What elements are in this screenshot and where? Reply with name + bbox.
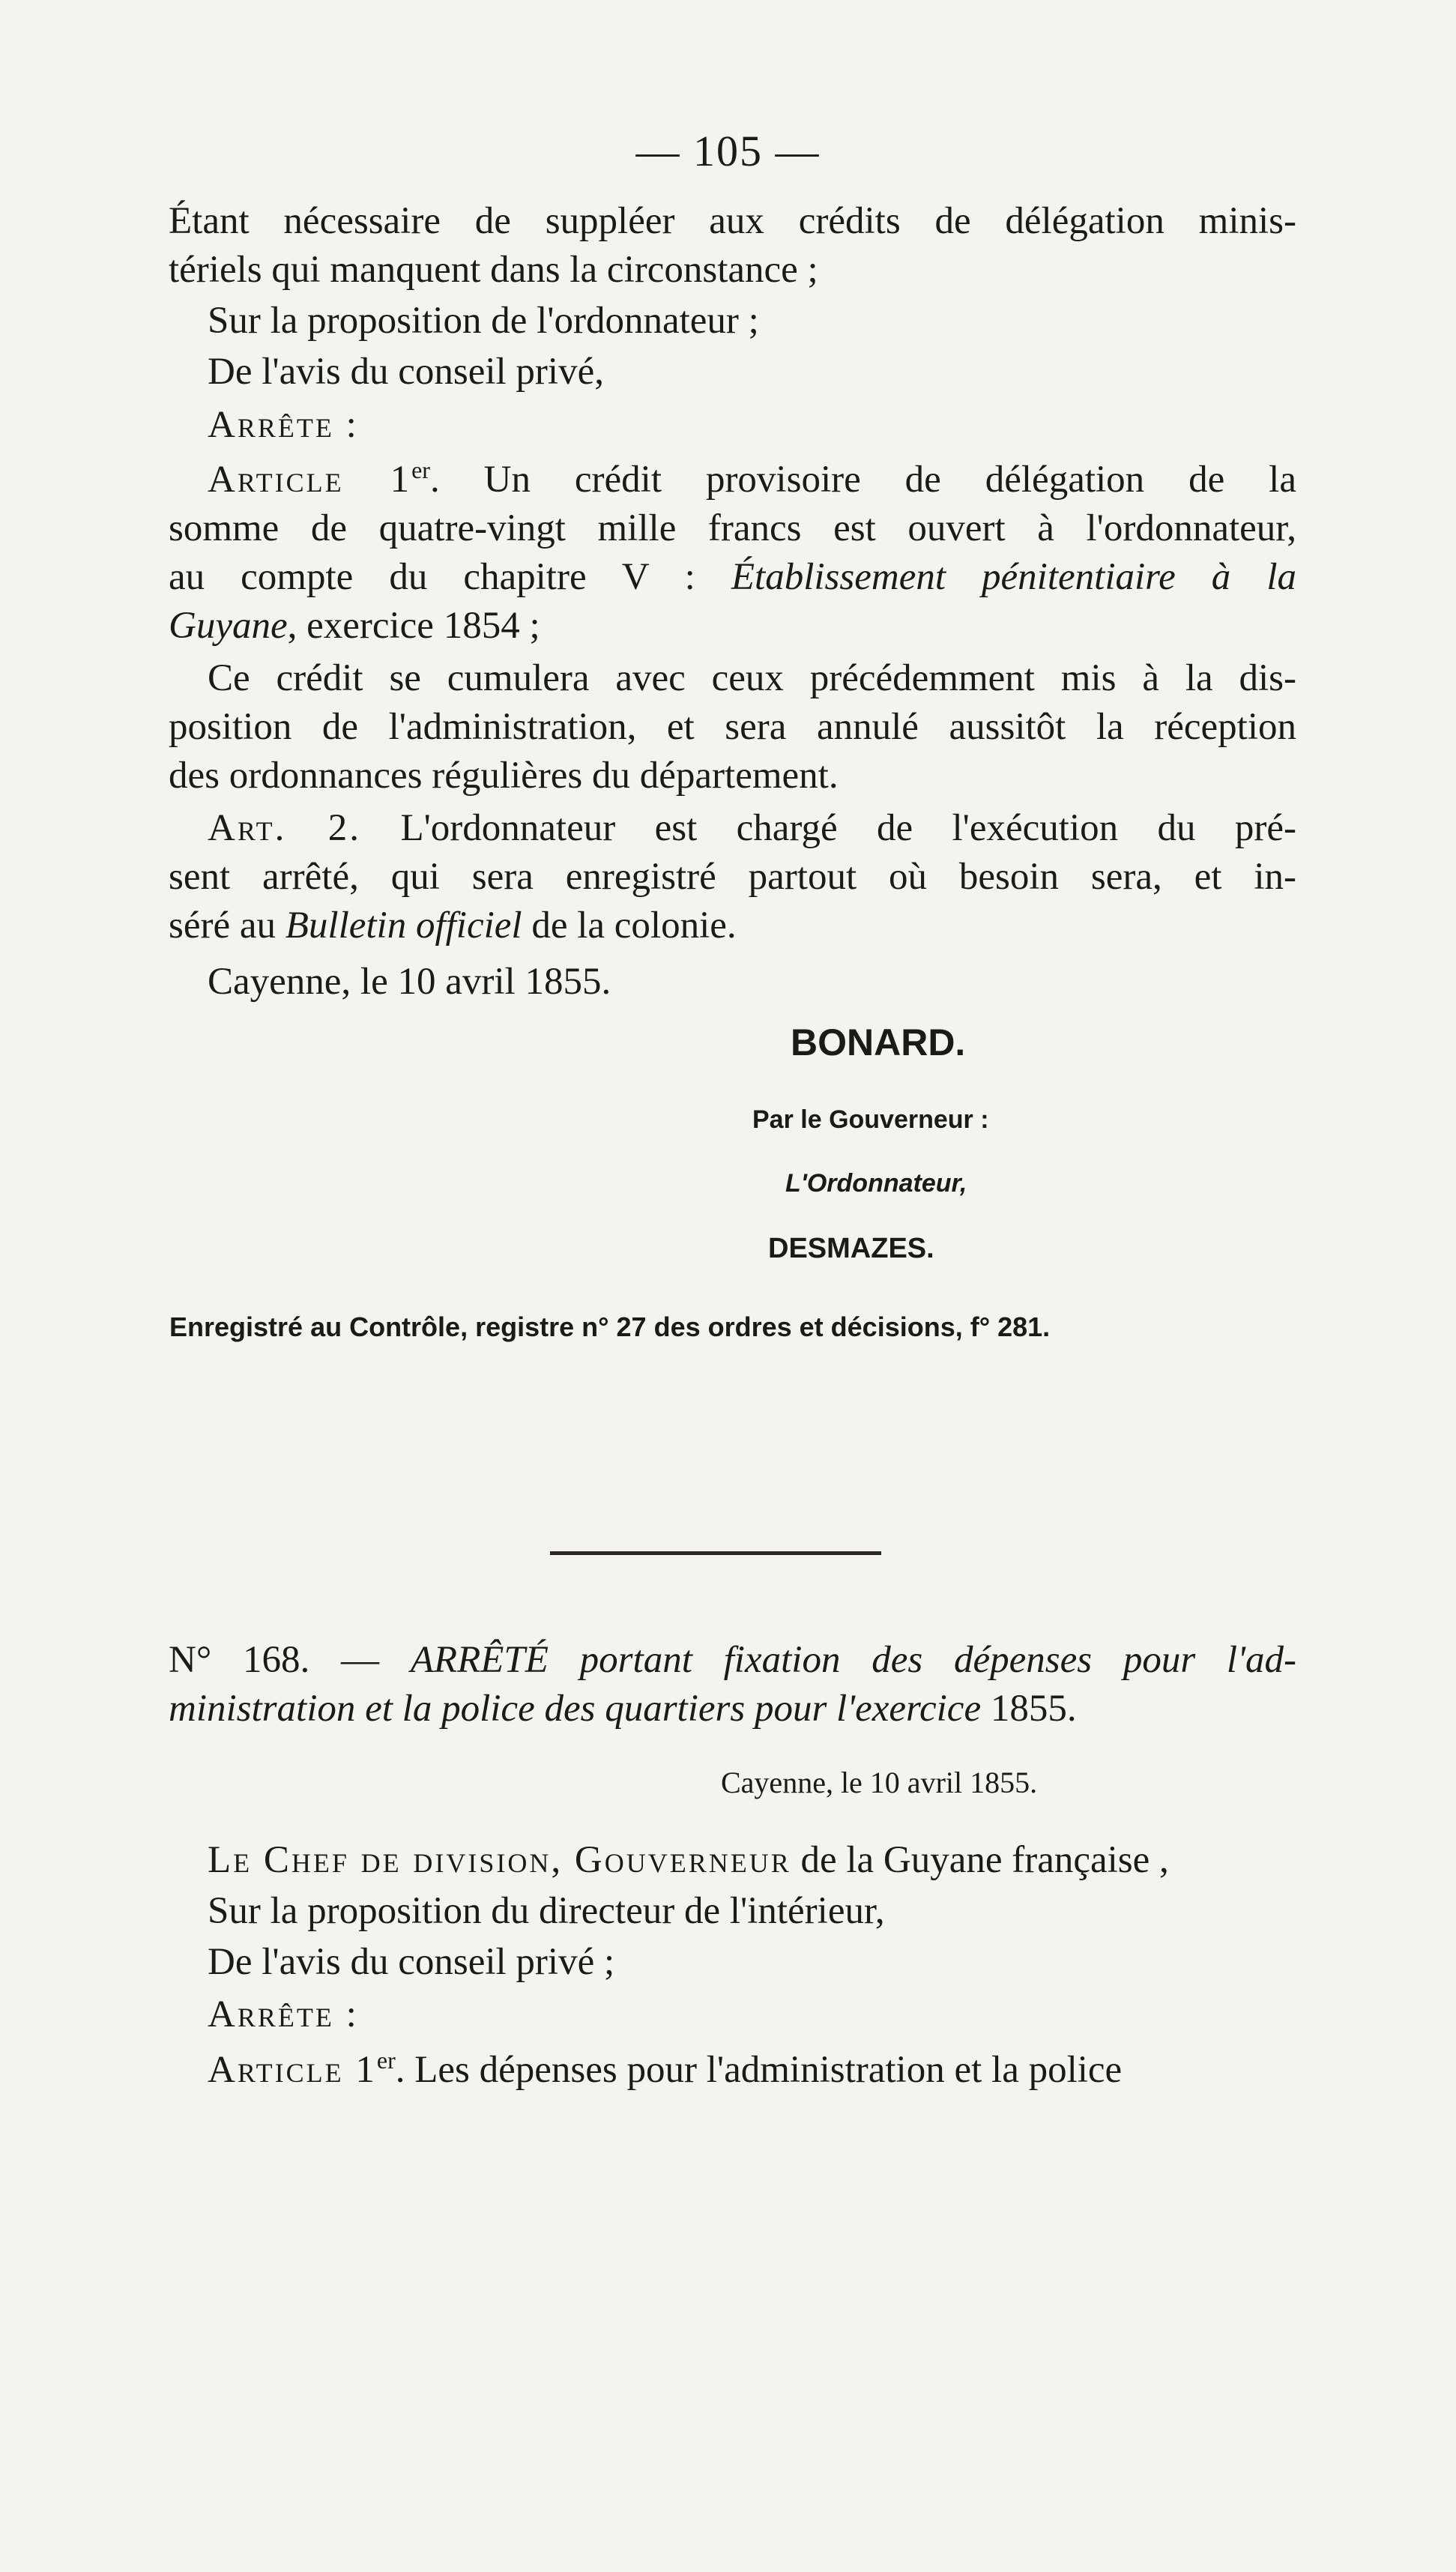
text-line: Sur la proposition de l'ordonnateur ; [208,300,759,342]
text-line [169,603,540,648]
article-text: L'ordonnateur est chargé de l'exécution du pré- [361,807,1296,849]
italic-title: Établissement pénitentiaire à la [731,556,1296,598]
text-line: position de l'administration, et sera annulé aussitôt la réception [169,706,1296,748]
decree-title [169,1637,1296,1682]
authority-title: Le Chef de division, Gouverneur [208,1839,791,1881]
text-line [169,903,737,948]
arrete-heading: Arrête : [208,1993,359,2035]
signature-caption: Par le Gouverneur : [752,1105,989,1134]
text-line: De l'avis du conseil privé ; [208,1941,615,1983]
text-segment: au compte du chapitre V : [169,556,731,598]
article-label: Article 1 [208,2049,377,2091]
arrete-heading: Arrête : [208,404,359,446]
signatory-name: DESMAZES. [768,1233,934,1264]
italic-title: Guyane [169,605,288,647]
date-line: Cayenne, le 10 avril 1855. [721,1766,1038,1799]
text-segment: séré au [169,905,286,947]
decree-title-text: ARRÊTÉ portant fixation des dépenses pour l'ad- [410,1639,1296,1681]
article-sup: er [411,456,430,483]
article-label: Art. 2. [208,807,362,849]
decree-year: 1855. [981,1688,1077,1730]
signature-role: L'Ordonnateur, [785,1169,967,1198]
text-line: Sur la proposition du directeur de l'intérieur, [208,1890,885,1932]
article-1 [208,2047,1122,2092]
article-1 [208,457,1296,502]
article-2 [208,806,1296,851]
registration-note: Enregistré au Contrôle, registre n° 27 des ordres et décisions, f° 281. [169,1311,1051,1342]
article-text: . Les dépenses pour l'administration et la police [395,2049,1123,2091]
signatory-name: BONARD. [791,1021,966,1063]
text-line: des ordonnances régulières du département. [169,755,839,797]
italic-title: Bulletin officiel [285,905,522,947]
page-number: — 105 — [635,127,821,175]
article-sup: er [376,2047,396,2074]
text-segment: de la Guyane française , [791,1839,1169,1881]
section-divider [550,1551,881,1555]
text-line [169,555,1296,600]
date-line: Cayenne, le 10 avril 1855. [208,961,611,1003]
text-line: Étant nécessaire de suppléer aux crédits de délégation minis- [169,200,1296,242]
text-line: tériels qui manquent dans la circonstance ; [169,249,818,291]
decree-title [169,1686,1077,1731]
text-line: somme de quatre-vingt mille francs est ouvert à l'ordonnateur, [169,507,1296,549]
text-line: De l'avis du conseil privé, [208,351,604,393]
text-segment: de la colonie. [522,905,737,947]
article-text: . Un crédit provisoire de délégation de la [429,459,1296,501]
text-segment: , exercice 1854 ; [287,605,540,647]
decree-number: N° 168. — [169,1639,411,1681]
text-line [208,1838,1169,1883]
text-line: sent arrêté, qui sera enregistré partout où besoin sera, et in- [169,856,1296,898]
article-label: Article 1 [208,459,412,501]
decree-title-text: ministration et la police des quartiers pour l'exercice [169,1688,982,1730]
text-line: Ce crédit se cumulera avec ceux précédemment mis à la dis- [208,657,1296,699]
